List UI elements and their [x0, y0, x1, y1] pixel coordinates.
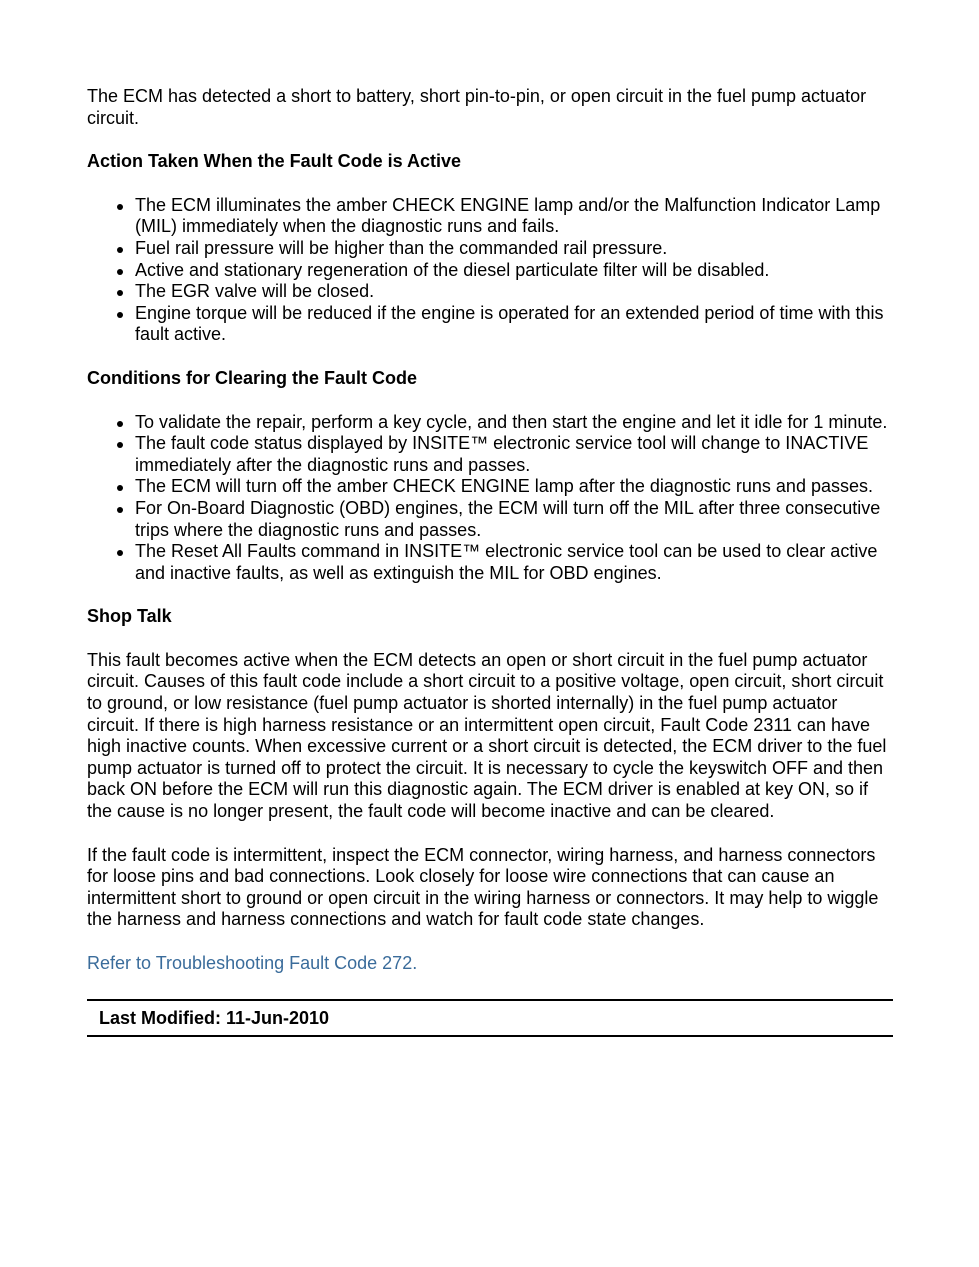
list-item: The ECM illuminates the amber CHECK ENGINE lamp and/or the Malfunction Indicator Lamp (MIL) immediately when the diagnostic runs and fails. — [135, 195, 893, 238]
list-item: For On-Board Diagnostic (OBD) engines, the ECM will turn off the MIL after three consecutive trips where the diagnostic runs and passes. — [135, 498, 893, 541]
list-item: To validate the repair, perform a key cycle, and then start the engine and let it idle for 1 minute. — [135, 412, 893, 434]
conditions-clearing-list — [87, 412, 893, 585]
shop-talk-paragraph: If the fault code is intermittent, inspect the ECM connector, wiring harness, and harness connectors for loose pins and bad connections. Look closely for loose wire connections that can cause an intermittent short to ground or open circuit in the wiring harness or connectors. It may help to wiggle the harness and harness connections and watch for fault code state changes. — [87, 844, 879, 930]
section-heading-action-taken: Action Taken When the Fault Code is Active — [87, 151, 462, 172]
section-heading-shop-talk: Shop Talk — [87, 606, 172, 627]
list-item: The fault code status displayed by INSITE™ electronic service tool will change to INACTIVE immediately after the diagnostic runs and passes. — [135, 433, 893, 476]
shop-talk-paragraph: This fault becomes active when the ECM detects an open or short circuit in the fuel pump actuator circuit. Causes of this fault code include a short circuit to a positive voltage, open circuit, short circuit to ground, or low resistance (fuel pump actuator is shorted internally) in the fuel pump actuator circuit. If there is high harness resistance or an intermittent open circuit, Fault Code 2311 can have high inactive counts. When excessive current or a short circuit is detected, the ECM driver to the fuel pump actuator is turned off to protect the circuit. It is necessary to cycle the keyswitch OFF and then back ON before the ECM will run this diagnostic again. The ECM driver is enabled at key ON, so if the cause is no longer present, the fault code will become inactive and can be cleared. — [87, 649, 887, 822]
list-item: Active and stationary regeneration of the diesel particulate filter will be disabled. — [135, 260, 893, 282]
list-item: The EGR valve will be closed. — [135, 281, 893, 303]
list-item: The ECM will turn off the amber CHECK ENGINE lamp after the diagnostic runs and passes. — [135, 476, 893, 498]
list-item: Engine torque will be reduced if the engine is operated for an extended period of time with this fault active. — [135, 303, 893, 346]
list-item: Fuel rail pressure will be higher than the commanded rail pressure. — [135, 238, 893, 260]
refer-troubleshooting-link[interactable]: Refer to Troubleshooting Fault Code 272. — [87, 953, 418, 973]
action-taken-list — [87, 195, 893, 346]
section-heading-conditions-clearing: Conditions for Clearing the Fault Code — [87, 367, 417, 388]
last-modified-bar — [87, 999, 893, 1038]
last-modified-text: Last Modified: 11-Jun-2010 — [99, 1007, 330, 1028]
list-item: The Reset All Faults command in INSITE™ electronic service tool can be used to clear active and inactive faults, as well as extinguish the MIL for OBD engines. — [135, 541, 893, 584]
intro-paragraph: The ECM has detected a short to battery, short pin-to-pin, or open circuit in the fuel pump actuator circuit. — [87, 86, 867, 128]
